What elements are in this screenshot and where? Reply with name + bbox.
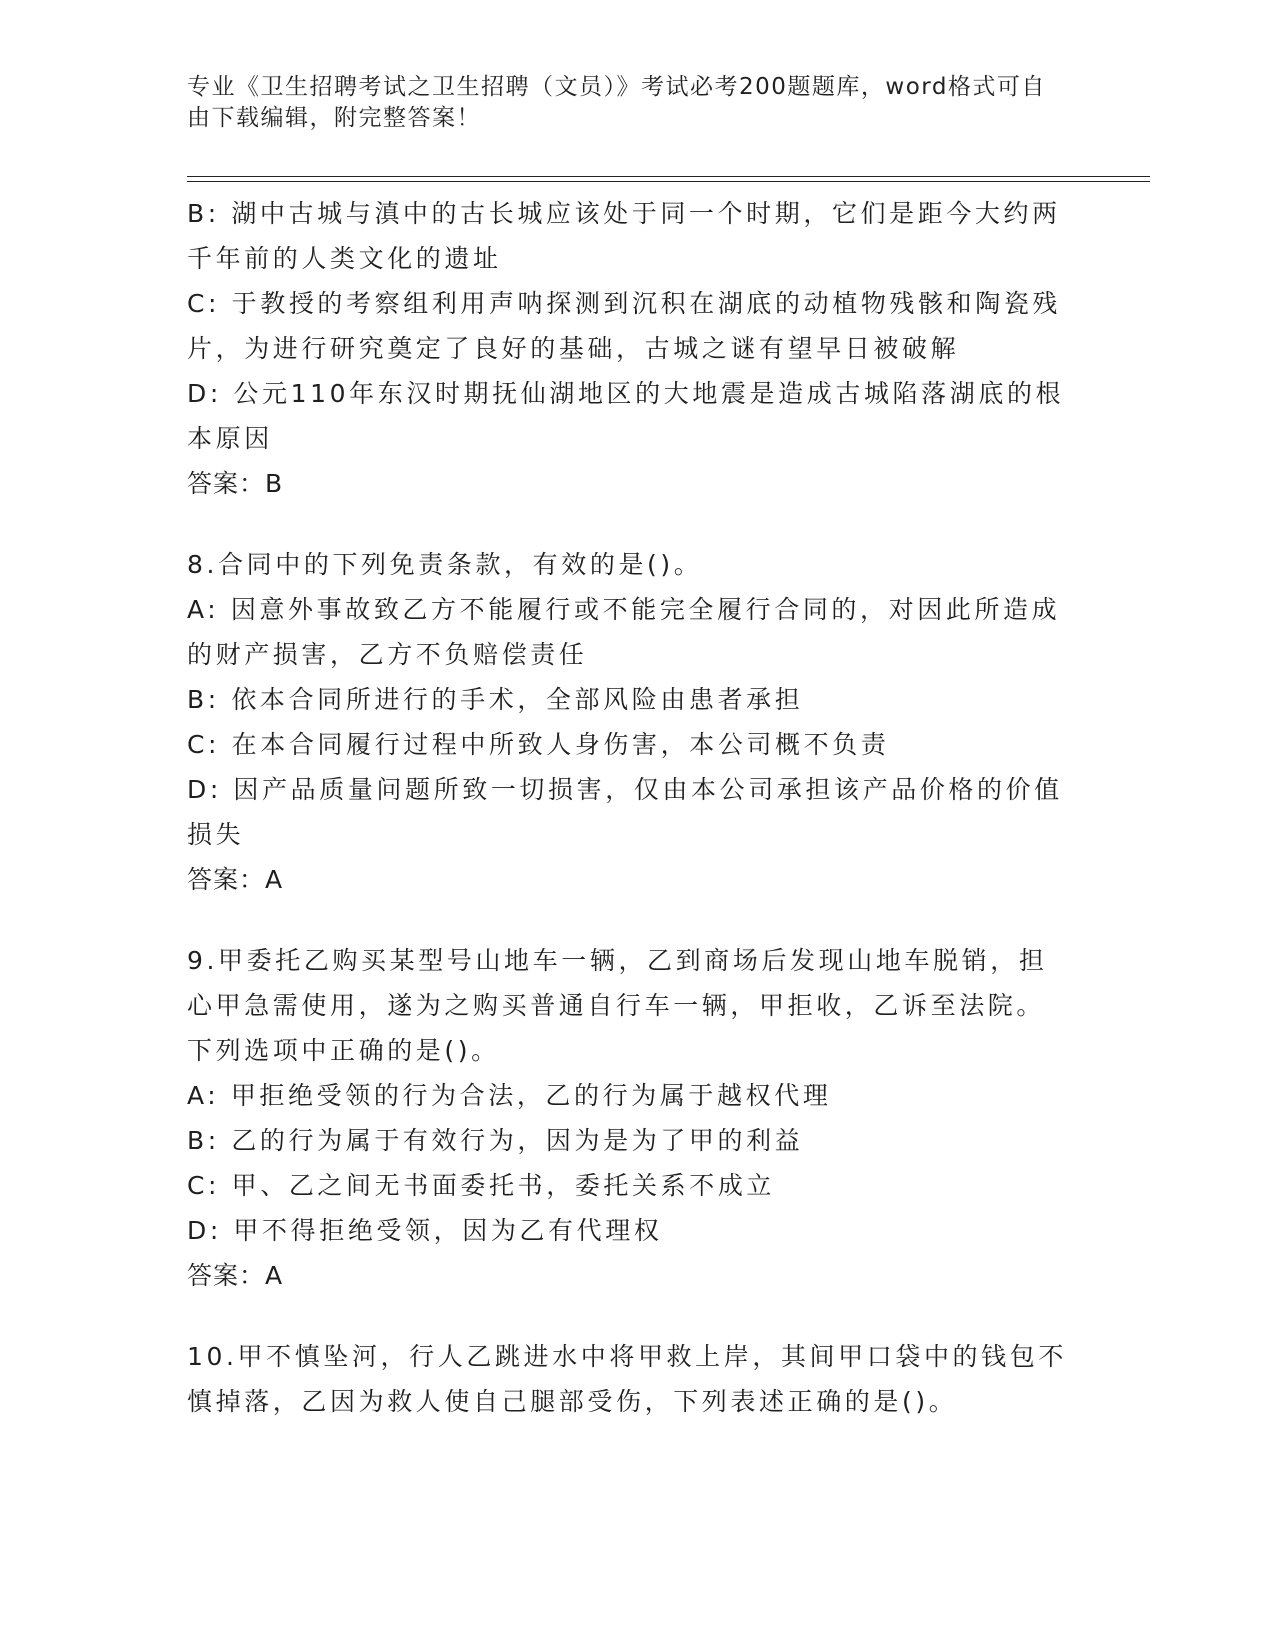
header-line-1: 专业《卫生招聘考试之卫生招聘（文员）》考试必考200题题库，word格式可自	[187, 74, 1046, 100]
question-stem: 心甲急需使用，遂为之购买普通自行车一辆，甲拒收，乙诉至法院。	[187, 991, 1046, 1020]
option-line: C: 甲、乙之间无书面委托书，委托关系不成立	[187, 1171, 776, 1200]
question-stem: 8.合同中的下列免责条款，有效的是()。	[187, 550, 703, 579]
option-line: 千年前的人类文化的遗址	[187, 244, 502, 273]
question-block-8	[187, 542, 1067, 902]
option-line: C: 于教授的考察组利用声呐探测到沉积在湖底的动植物残骸和陶瓷残	[187, 289, 1062, 318]
option-line: 本原因	[187, 424, 273, 453]
answer-line: 答案：B	[187, 469, 284, 498]
question-stem: 10.甲不慎坠河，行人乙跳进水中将甲救上岸，其间甲口袋中的钱包不	[187, 1342, 1067, 1371]
option-line: C: 在本合同履行过程中所致人身伤害，本公司概不负责	[187, 730, 890, 759]
question-stem: 下列选项中正确的是()。	[187, 1036, 500, 1065]
option-line: D: 因产品质量问题所致一切损害，仅由本公司承担该产品价格的价值	[187, 775, 1063, 804]
option-line: 损失	[187, 820, 245, 849]
option-line: A: 因意外事故致乙方不能履行或不能完全履行合同的，对因此所造成	[187, 595, 1061, 624]
option-line: B: 乙的行为属于有效行为，因为是为了甲的利益	[187, 1126, 804, 1155]
option-line: B: 湖中古城与滇中的古长城应该处于同一个时期，它们是距今大约两	[187, 199, 1061, 228]
question-stem: 9.甲委托乙购买某型号山地车一辆，乙到商场后发现山地车脱销，担	[187, 946, 1048, 975]
document-body	[187, 191, 1067, 1424]
option-line: D: 甲不得拒绝受领，因为乙有代理权	[187, 1216, 663, 1245]
question-block-9	[187, 938, 1067, 1298]
question-stem: 慎掉落，乙因为救人使自己腿部受伤，下列表述正确的是()。	[187, 1387, 958, 1416]
question-block-10	[187, 1334, 1067, 1424]
question-block-7	[187, 191, 1067, 506]
option-line: 的财产损害，乙方不负赔偿责任	[187, 640, 588, 669]
header-rule-top	[187, 176, 1150, 177]
block-spacer	[187, 1298, 1067, 1334]
option-line: 片，为进行研究奠定了良好的基础，古城之谜有望早日被破解	[187, 334, 960, 363]
answer-line: 答案：A	[187, 865, 284, 894]
header-rule-bottom	[187, 181, 1150, 182]
header-line-2: 由下载编辑，附完整答案！	[187, 105, 481, 131]
answer-line: 答案：A	[187, 1261, 284, 1290]
option-line: B: 依本合同所进行的手术，全部风险由患者承担	[187, 685, 804, 714]
block-spacer	[187, 902, 1067, 938]
option-line: A: 甲拒绝受领的行为合法，乙的行为属于越权代理	[187, 1081, 832, 1110]
option-line: D: 公元110年东汉时期抚仙湖地区的大地震是造成古城陷落湖底的根	[187, 379, 1065, 408]
block-spacer	[187, 506, 1067, 542]
document-header	[187, 72, 1067, 134]
